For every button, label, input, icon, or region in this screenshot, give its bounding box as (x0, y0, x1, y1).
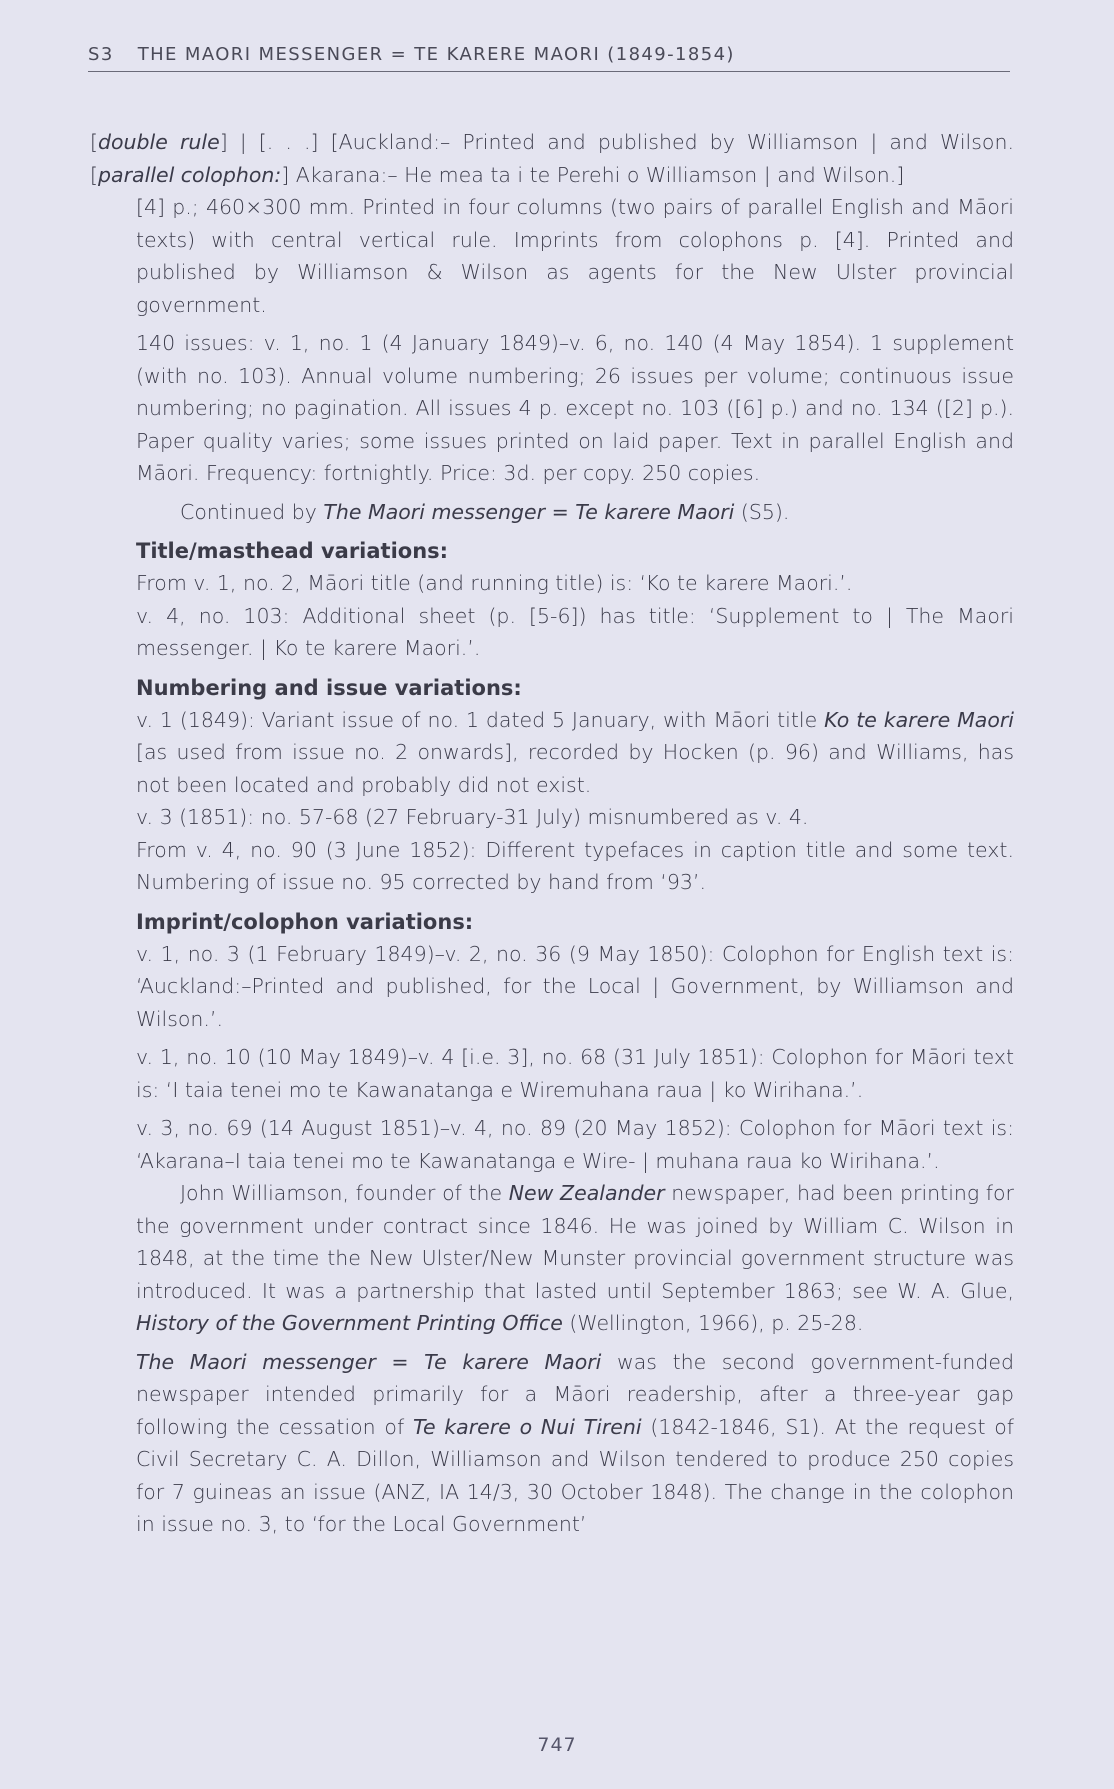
numbering-variation: v. 1 (1849): Variant issue of no. 1 dated 5 January, with Māori title Ko te karere Maori [as used from issue no. 2 onwards], recorded by Hocken (p. 96) and Williams, has not been located and probably did not exist. (136, 707, 1014, 797)
section-heading-numbering: Numbering and issue variations: (136, 675, 522, 700)
continued-by-note: Continued by The Maori messenger = Te karere Maori (S5). (180, 499, 790, 524)
section-heading-title: Title/masthead variations: (136, 539, 449, 563)
title-variation: From v. 1, no. 2, Māori title (and running title) is: ‘Ko te karere Maori.’. (136, 571, 853, 595)
note-paragraph: The Maori messenger = Te karere Maori was the second government-funded newspaper intended primarily for a Māori readership, after a three-year gap following the cessation of Te karere o Nui Tireni (1842-1846, S1). At the request of Civil Secretary C. A. Dillon, Williamson and Wilson tendered to produce 250 copies for 7 guineas an issue (ANZ, IA 14/3, 30 October 1848). The change in the colophon in issue no. 3, to ‘for the Local Government’ (136, 1349, 1015, 1536)
issue-description: 140 issues: v. 1, no. 1 (4 January 1849)–v. 6, no. 140 (4 May 1854). 1 supplement (with no. 103). Annual volume numbering; 26 issues per volume; continuous issue numbering; no pagination. All issues 4 p. except no. 103 ([6] p.) and no. 134 ([2] p.). Paper quality varies; some issues printed on laid paper. Text in parallel English and Māori. Frequency: fortnightly. Price: 3d. per copy. 250 copies. (136, 331, 1014, 485)
page-number: 747 (537, 1734, 577, 1756)
physical-description: [4] p.; 460×300 mm. Printed in four columns (two pairs of parallel English and Māori texts) with central vertical rule. Imprints from colophons p. [4]. Printed and published by Williamson & Wilson as agents for the New Ulster provincial government. (136, 195, 1014, 317)
imprint-variation: v. 3, no. 69 (14 August 1851)–v. 4, no. 89 (20 May 1852): Colophon for Māori text is: ‘Akarana–I taia tenei mo te Kawanatanga e Wire- | muhana raua ko Wirihana.’. (136, 1116, 1014, 1173)
bibliographic-description (136, 191, 1014, 1541)
numbering-variation: From v. 4, no. 90 (3 June 1852): Different typefaces in caption title and some text. Numbering of issue no. 95 corrected by hand from ‘93’. (136, 837, 1014, 894)
entry-number: S3 (88, 44, 114, 65)
numbering-variation: v. 3 (1851): no. 57-68 (27 February-31 July) misnumbered as v. 4. (136, 805, 809, 829)
imprint-variation: v. 1, no. 3 (1 February 1849)–v. 2, no. 36 (9 May 1850): Colophon for English text is: ‘Auckland:–Printed and published, for the Local | Government, by Williamson and Wilson.’. (136, 941, 1014, 1031)
running-title: THE MAORI MESSENGER = TE KARERE MAORI (1849-1854) (137, 44, 735, 65)
title-variation: v. 4, no. 103: Additional sheet (p. [5-6]) has title: ‘Supplement to | The Maori messenger. | Ko te karere Maori.’. (136, 603, 1014, 660)
imprint-variation: v. 1, no. 10 (10 May 1849)–v. 4 [i.e. 3], no. 68 (31 July 1851): Colophon for Māori text is: ‘I taia tenei mo te Kawanatanga e Wiremuhana raua | ko Wirihana.’. (136, 1045, 1014, 1102)
section-heading-imprint: Imprint/colophon variations: (136, 909, 474, 934)
page-body (90, 126, 1014, 1547)
transcription-entry: [double rule] | [. . .] [Auckland:– Printed and published by Williamson | and Wilson. [parallel colophon:] Akarana:– He mea ta i te Perehi o Williamson | and Wilson.] (90, 130, 1014, 187)
note-paragraph: John Williamson, founder of the New Zealander newspaper, had been printing for the government under contract since 1846. He was joined by William C. Wilson in 1848, at the time the New Ulster/New Munster provincial government structure was introduced. It was a partnership that lasted until September 1863; see W. A. Glue, History of the Government Printing Office (Wellington, 1966), p. 25-28. (136, 1181, 1014, 1335)
running-header (88, 44, 1010, 72)
